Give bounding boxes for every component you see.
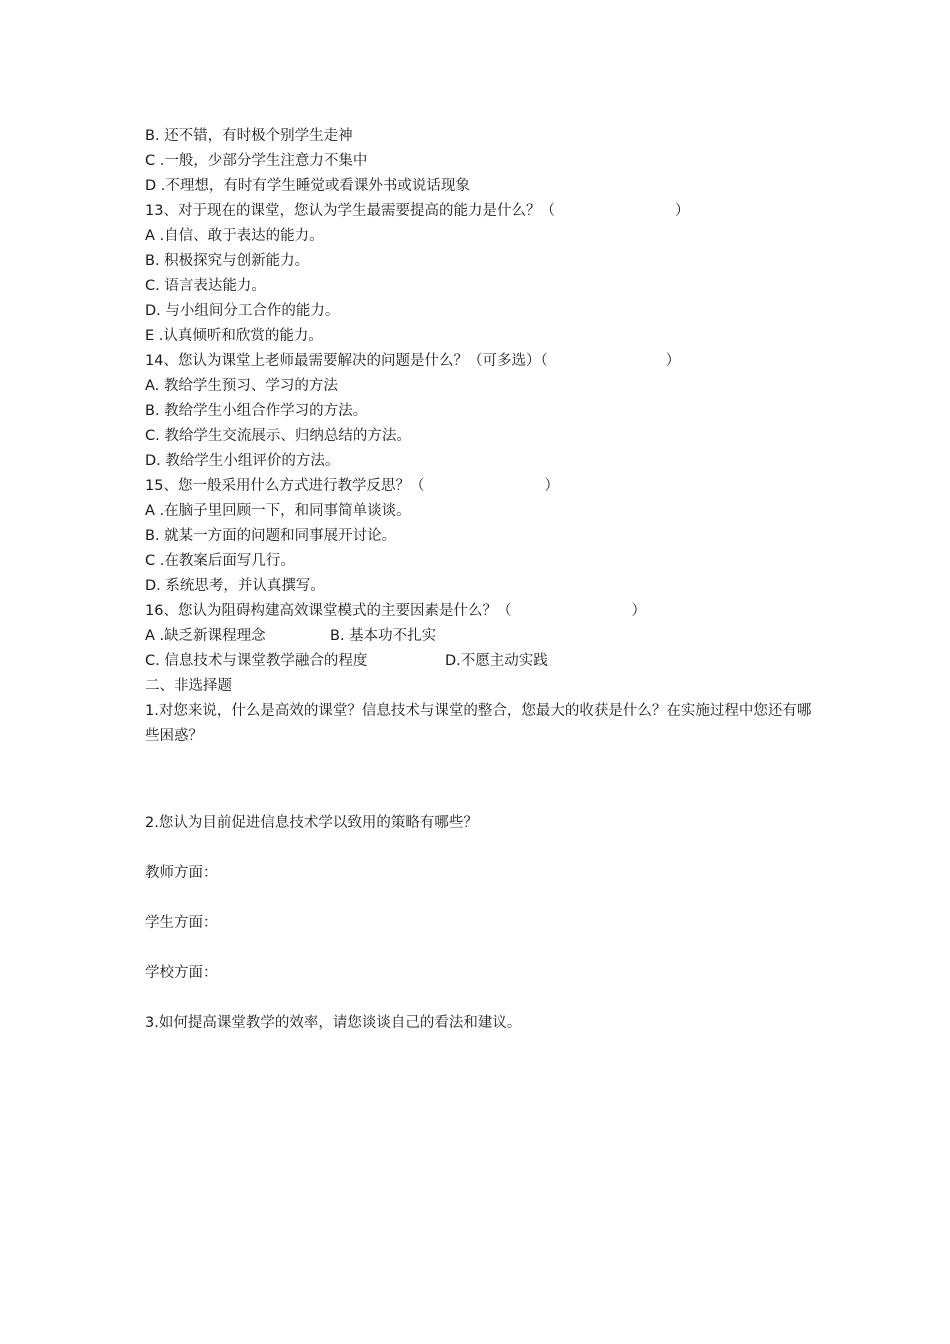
q16-question (145, 599, 825, 624)
q14-option-d: D. 教给学生小组评价的方法。 (145, 453, 340, 469)
open-question-3: 3.如何提高课堂教学的效率，请您谈谈自己的看法和建议。 (145, 1015, 522, 1031)
q15-option-c: C .在教案后面写几行。 (145, 553, 295, 569)
q14-question (145, 349, 825, 374)
q13-option-a: A .自信、敢于表达的能力。 (145, 228, 324, 244)
q16-option-a: A .缺乏新课程理念 (145, 628, 266, 644)
answer-space-1[interactable] (145, 749, 825, 811)
survey-content (145, 124, 825, 1036)
q13-option-c: C. 语言表达能力。 (145, 278, 266, 294)
q14-option-b: B. 教给学生小组合作学习的方法。 (145, 403, 368, 419)
q16-option-b: B. 基本功不扎实 (330, 628, 437, 644)
section-2-title: 二、非选择题 (145, 678, 232, 694)
q14-option-c: C. 教给学生交流展示、归纳总结的方法。 (145, 428, 411, 444)
q13-option-d: D. 与小组间分工合作的能力。 (145, 303, 340, 319)
q13-close: ） (674, 203, 690, 219)
q15-question (145, 474, 825, 499)
q16-options-row-1 (145, 624, 825, 649)
q16-option-c: C. 信息技术与课堂教学融合的程度 (145, 653, 368, 669)
open-question-2: 2.您认为目前促进信息技术学以致用的策略有哪些？ (145, 815, 478, 831)
q12-option-c: C .一般，少部分学生注意力不集中 (145, 153, 368, 169)
q13-question (145, 199, 825, 224)
q14-stem: 14、您认为课堂上老师最需要解决的问题是什么？（可多选）（ (145, 353, 548, 369)
q14-option-a: A. 教给学生预习、学习的方法 (145, 378, 338, 394)
q13-option-e: E .认真倾听和欣赏的能力。 (145, 328, 323, 344)
q16-options-row-2 (145, 649, 825, 674)
teacher-aspect-label: 教师方面： (145, 865, 218, 881)
open-question-1: 1.对您来说，什么是高效的课堂？信息技术与课堂的整合，您最大的收获是什么？在实施过程中您还有哪些困惑？ (145, 703, 812, 744)
q16-close: ） (631, 603, 646, 619)
q16-option-d: D.不愿主动实践 (445, 653, 548, 669)
q15-option-b: B. 就某一方面的问题和同事展开讨论。 (145, 528, 397, 544)
q14-close: ） (665, 353, 681, 369)
q15-close: ） (544, 478, 559, 494)
q15-stem: 15、您一般采用什么方式进行教学反思？（ (145, 478, 425, 494)
spacer (145, 886, 825, 911)
q16-stem: 16、您认为阻碍构建高效课堂模式的主要因素是什么？（ (145, 603, 512, 619)
student-aspect-label: 学生方面： (145, 915, 218, 931)
q13-option-b: B. 积极探究与创新能力。 (145, 253, 310, 269)
spacer (145, 936, 825, 961)
q12-option-d: D .不理想，有时有学生睡觉或看课外书或说话现象 (145, 178, 470, 194)
spacer (145, 986, 825, 1011)
school-aspect-label: 学校方面： (145, 965, 218, 981)
q15-option-d: D. 系统思考，并认真撰写。 (145, 578, 325, 594)
q15-option-a: A .在脑子里回顾一下，和同事简单谈谈。 (145, 503, 411, 519)
spacer (145, 836, 825, 861)
q12-option-b: B. 还不错，有时极个别学生走神 (145, 128, 353, 144)
q13-stem: 13、对于现在的课堂，您认为学生最需要提高的能力是什么？（ (145, 203, 555, 219)
